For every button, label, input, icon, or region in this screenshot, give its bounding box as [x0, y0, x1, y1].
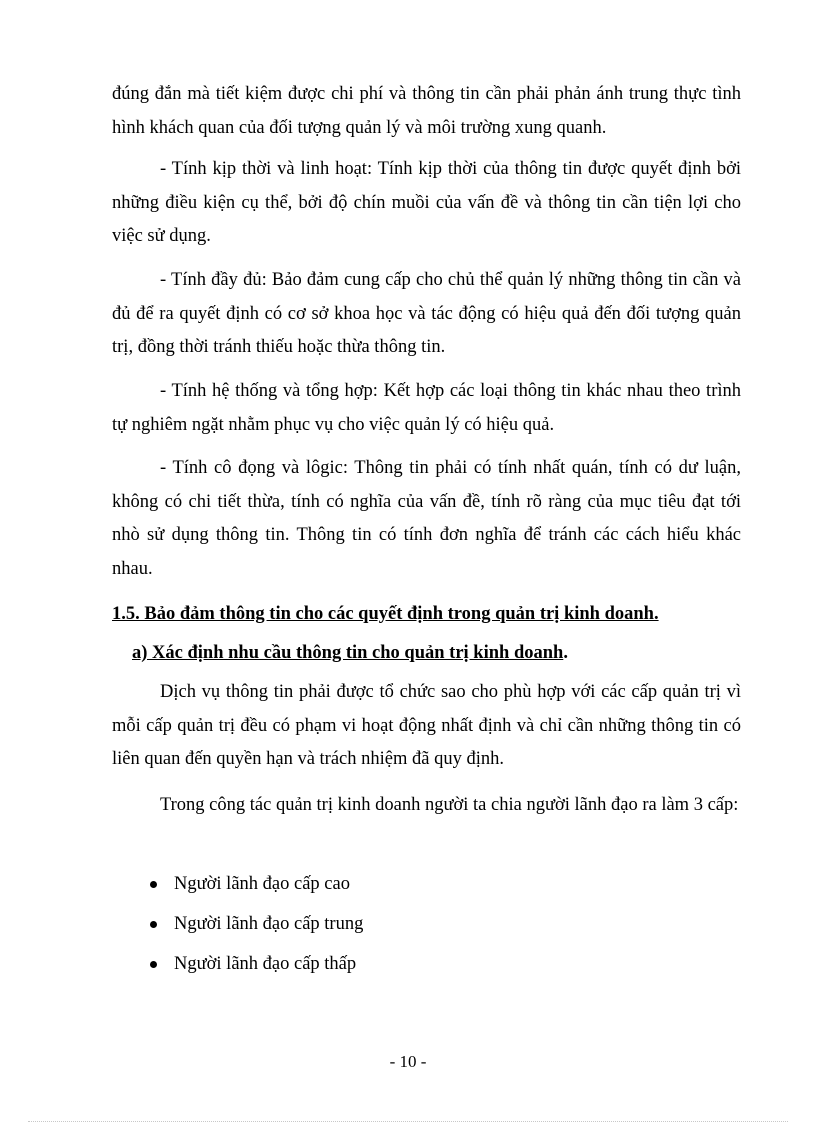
paragraph-completeness: - Tính đầy đủ: Bảo đảm cung cấp cho chủ thể quản lý những thông tin cần và đủ để ra quyết định có cơ sở khoa học và tác động có hiệu quả đến đối tượng quản trị, đồng thời tránh thiếu hoặc thừa thông tin.: [112, 270, 741, 358]
paragraph-systematic: - Tính hệ thống và tổng hợp: Kết hợp các loại thông tin khác nhau theo trình tự nghiêm ngặt nhằm phục vụ cho việc quản lý có hiệu quả.: [112, 381, 741, 435]
bullet-icon: [150, 961, 157, 968]
list-item: [150, 868, 363, 908]
paragraph-continuation: đúng đắn mà tiết kiệm được chi phí và thông tin cần phải phản ánh trung thực tình hình khách quan của đối tượng quản lý và môi trường xung quanh.: [112, 84, 741, 138]
subsection-heading-text: a) Xác định nhu cầu thông tin cho quản trị kinh doanh: [132, 643, 564, 663]
list-item-text: Người lãnh đạo cấp trung: [174, 914, 364, 934]
section-heading: 1.5. Bảo đảm thông tin cho các quyết định trong quản trị kinh doanh.: [112, 604, 659, 624]
list-item: [150, 908, 363, 948]
list-item-text: Người lãnh đạo cấp cao: [174, 874, 350, 894]
page-number: - 10 -: [389, 1052, 427, 1071]
paragraph-conciseness: - Tính cô đọng và lôgic: Thông tin phải có tính nhất quán, tính có dư luận, không có chi tiết thừa, tính có nghĩa của vấn đề, tính rõ ràng của mục tiêu đạt tới nhò sử dụng thông tin. Thông tin có tính đơn nghĩa để tránh các cách hiểu khác nhau.: [112, 458, 741, 579]
bullet-icon: [150, 921, 157, 928]
paragraph-info-service: Dịch vụ thông tin phải được tổ chức sao cho phù hợp với các cấp quản trị vì mỗi cấp quản trị đều có phạm vi hoạt động nhất định và chỉ cần những thông tin có liên quan đến quyền hạn và trách nhiệm đã quy định.: [112, 682, 741, 770]
subsection-heading-period: .: [563, 643, 568, 663]
list-item-text: Người lãnh đạo cấp thấp: [174, 954, 357, 974]
subsection-heading: [132, 637, 568, 671]
paragraph-timeliness: - Tính kịp thời và linh hoạt: Tính kịp thời của thông tin được quyết định bởi những điều kiện cụ thể, bởi độ chín muồi của vấn đề và thông tin cần tiện lợi cho việc sử dụng.: [112, 159, 741, 247]
paragraph-leader-levels: Trong công tác quản trị kinh doanh người ta chia người lãnh đạo ra làm 3 cấp:: [160, 795, 739, 815]
list-item: [150, 948, 363, 988]
page-bottom-divider: [28, 1121, 788, 1122]
leader-levels-list: [150, 868, 363, 988]
bullet-icon: [150, 881, 157, 888]
